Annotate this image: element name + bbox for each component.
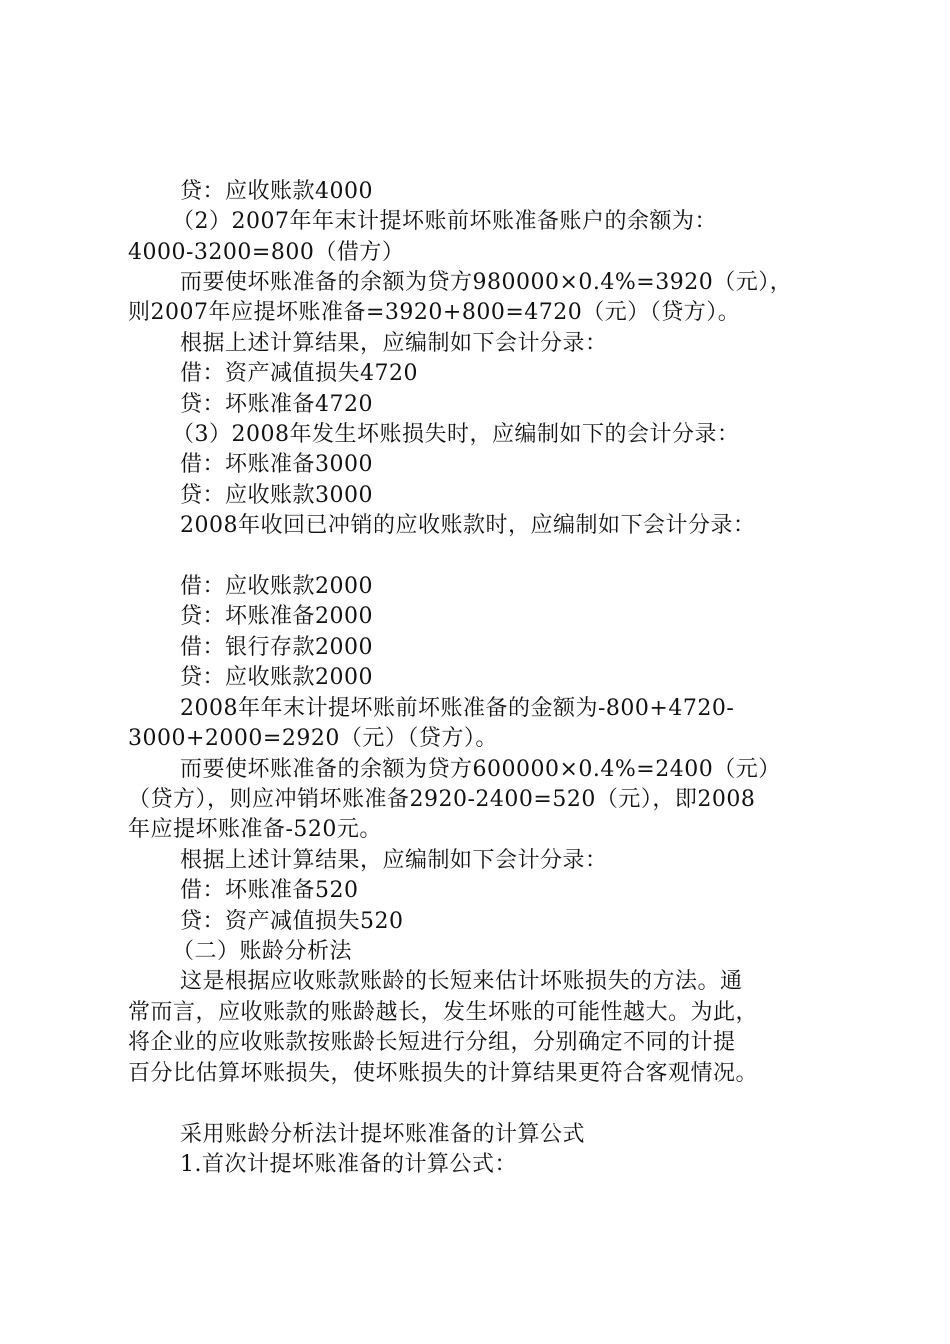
text-line-27: 常而言，应收账款的账龄越长，发生坏账的可能性越大。为此， (128, 1000, 759, 1025)
text-line-20: （贷方），则应冲销坏账准备2920-2400=520（元），即2008 (128, 787, 756, 812)
text-line-12: 2008年收回已冲销的应收账款时，应编制如下会计分录： (180, 513, 756, 538)
text-line-14: 贷：坏账准备2000 (180, 604, 373, 629)
text-line-25: （二）账龄分析法 (172, 939, 353, 964)
text-line-9: （3）2008年发生坏账损失时，应编制如下的会计分录： (172, 422, 740, 447)
text-line-3: 4000-3200=800（借方） (128, 240, 405, 265)
text-line-28: 将企业的应收账款按账龄长短进行分组，分别确定不同的计提 (128, 1030, 736, 1055)
text-line-17: 2008年年末计提坏账前坏账准备的金额为-800+4720- (180, 696, 735, 721)
text-line-22: 根据上述计算结果，应编制如下会计分录： (180, 848, 608, 873)
text-line-21: 年应提坏账准备-520元。 (128, 817, 382, 842)
text-line-1: 贷：应收账款4000 (180, 179, 373, 204)
text-line-2: （2）2007年年末计提坏账前坏账准备账户的余额为： (172, 209, 717, 234)
text-line-30: 采用账龄分析法计提坏账准备的计算公式 (180, 1122, 586, 1147)
text-line-5: 则2007年应提坏账准备=3920+800=4720（元）（贷方）。 (128, 300, 741, 325)
text-line-15: 借：银行存款2000 (180, 635, 373, 660)
text-line-10: 借：坏账准备3000 (180, 452, 373, 477)
text-line-23: 借：坏账准备520 (180, 878, 359, 903)
text-line-16: 贷：应收账款2000 (180, 665, 373, 690)
text-line-8: 贷：坏账准备4720 (180, 392, 373, 417)
text-line-7: 借：资产减值损失4720 (180, 361, 418, 386)
text-line-13: 借：应收账款2000 (180, 574, 373, 599)
text-line-24: 贷：资产减值损失520 (180, 909, 404, 934)
text-line-4: 而要使坏账准备的余额为贷方980000×0.4%=3920（元）， (180, 270, 793, 295)
text-line-6: 根据上述计算结果，应编制如下会计分录： (180, 331, 608, 356)
text-line-31: 1.首次计提坏账准备的计算公式： (180, 1152, 517, 1177)
text-line-26: 这是根据应收账款账龄的长短来估计坏账损失的方法。通 (180, 969, 743, 994)
text-line-19: 而要使坏账准备的余额为贷方600000×0.4%=2400（元） (180, 757, 781, 782)
text-line-18: 3000+2000=2920（元）（贷方）。 (128, 726, 498, 751)
text-line-11: 贷：应收账款3000 (180, 483, 373, 508)
text-line-29: 百分比估算坏账损失，使坏账损失的计算结果更符合客观情况。 (128, 1061, 759, 1086)
